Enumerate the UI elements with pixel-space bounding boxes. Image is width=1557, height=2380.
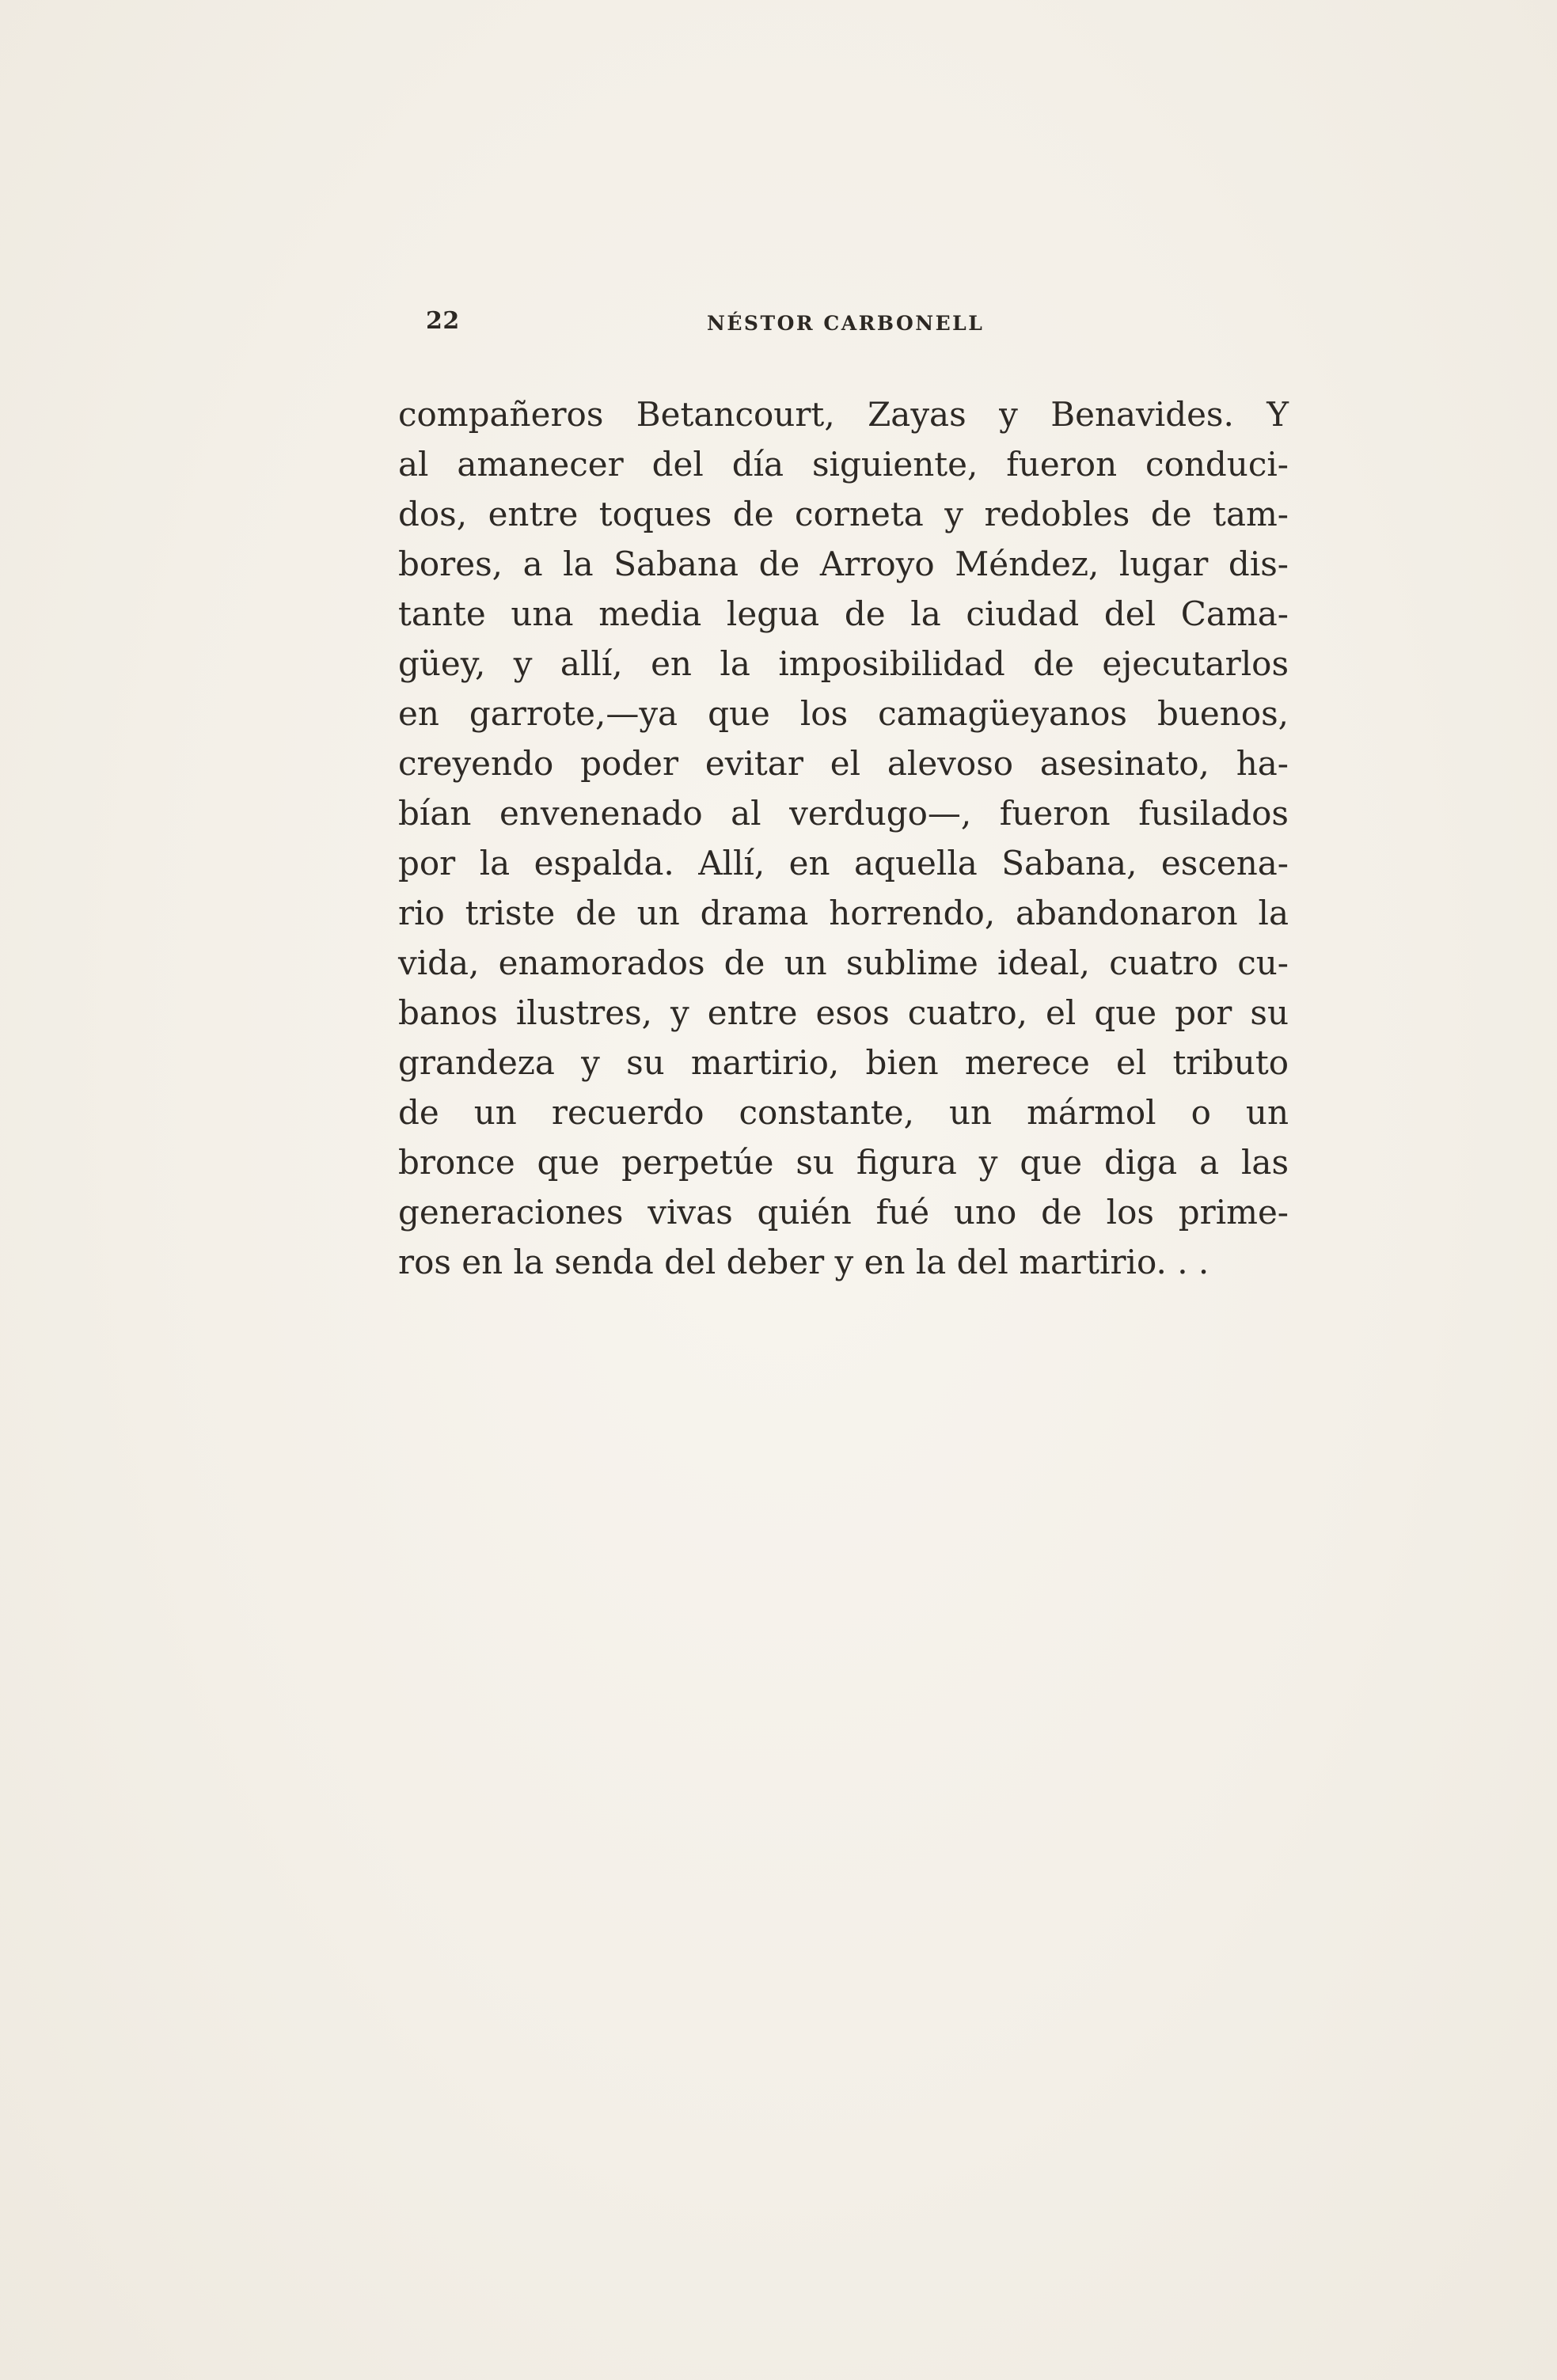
text-line: de un recuerdo constante, un mármol o un [398, 1093, 1289, 1132]
text-line: rio triste de un drama horrendo, abandonaron la [398, 894, 1289, 932]
body-paragraph [398, 389, 1289, 1287]
running-head-author: NÉSTOR CARBONELL [707, 312, 985, 335]
text-line: tante una media legua de la ciudad del Cama- [398, 594, 1289, 633]
text-line: al amanecer del día siguiente, fueron conduci- [398, 445, 1289, 484]
text-line: creyendo poder evitar el alevoso asesinato, ha- [398, 744, 1289, 783]
text-line: bronce que perpetúe su figura y que diga a las [398, 1143, 1289, 1182]
text-line: ros en la senda del deber y en la del martirio. . . [398, 1243, 1210, 1281]
text-line: vida, enamorados de un sublime ideal, cuatro cu- [398, 943, 1289, 982]
running-head [426, 307, 1304, 347]
text-line: banos ilustres, y entre esos cuatro, el que por su [398, 993, 1289, 1032]
text-line: dos, entre toques de corneta y redobles de tam- [398, 495, 1289, 533]
text-line: grandeza y su martirio, bien merece el tributo [398, 1043, 1289, 1082]
page-number: 22 [426, 307, 460, 335]
text-line: generaciones vivas quién fué uno de los prime- [398, 1193, 1289, 1232]
text-line: güey, y allí, en la imposibilidad de ejecutarlos [398, 644, 1289, 683]
text-line: bían envenenado al verdugo—, fueron fusilados [398, 794, 1289, 833]
text-line: en garrote,—ya que los camagüeyanos buenos, [398, 694, 1289, 733]
text-line: compañeros Betancourt, Zayas y Benavides. Y [398, 395, 1289, 434]
text-line: por la espalda. Allí, en aquella Sabana, escena- [398, 844, 1289, 883]
text-line: bores, a la Sabana de Arroyo Méndez, lugar dis- [398, 545, 1289, 583]
